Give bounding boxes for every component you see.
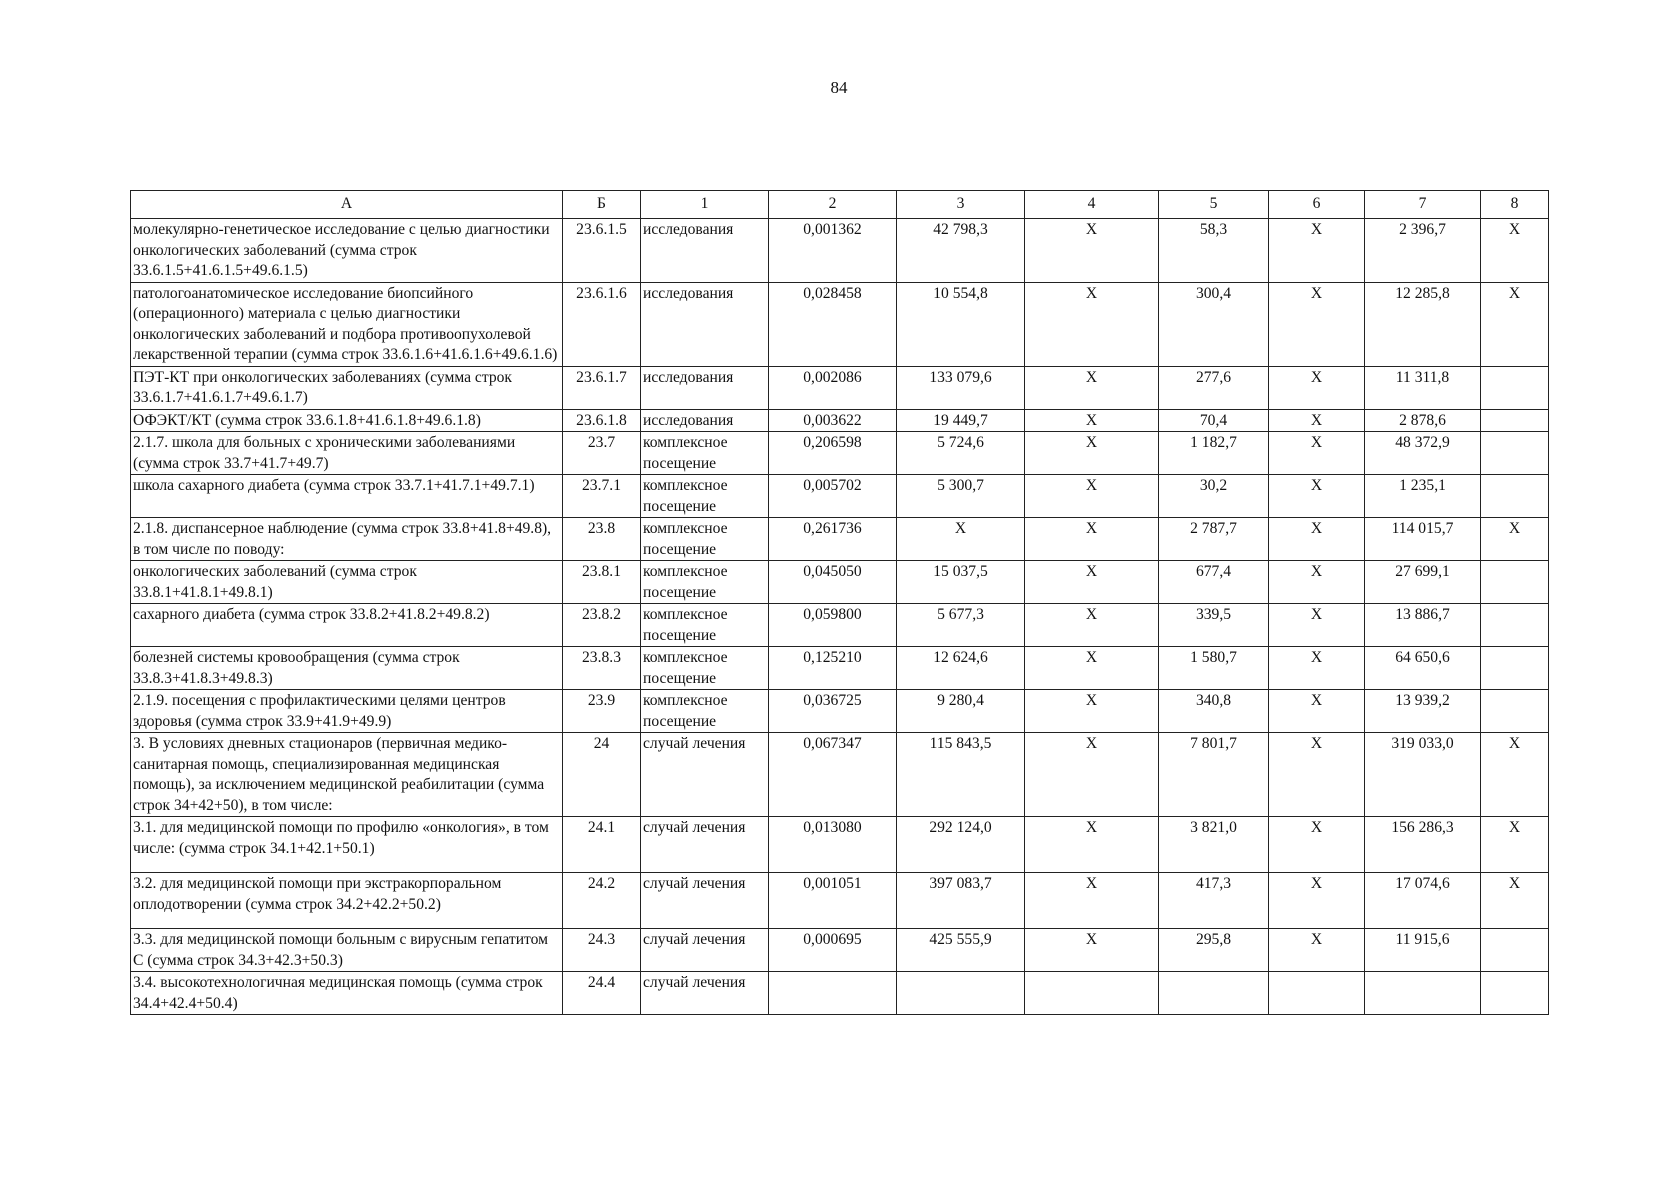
cell-col-6: Х: [1269, 733, 1365, 817]
cell-col-2: 0,013080: [769, 817, 897, 873]
cell-unit: исследования: [641, 219, 769, 283]
cell-col-3: [897, 972, 1025, 1015]
cell-col-2: 0,003622: [769, 409, 897, 432]
cell-col-3: 19 449,7: [897, 409, 1025, 432]
cell-row-code: 23.8: [563, 518, 641, 561]
cell-col-5: 1 182,7: [1159, 432, 1269, 475]
table-row: [131, 873, 1549, 929]
cell-col-6: Х: [1269, 929, 1365, 972]
cell-description: 2.1.8. диспансерное наблюдение (сумма строк 33.8+41.8+49.8), в том числе по поводу:: [131, 518, 563, 561]
cell-col-7: 1 235,1: [1365, 475, 1481, 518]
cell-col-7: 11 311,8: [1365, 366, 1481, 409]
cell-col-3: 12 624,6: [897, 647, 1025, 690]
cell-col-8: [1481, 604, 1549, 647]
cell-col-3: 9 280,4: [897, 690, 1025, 733]
cell-col-4: Х: [1025, 733, 1159, 817]
cell-col-4: Х: [1025, 647, 1159, 690]
cell-col-2: 0,059800: [769, 604, 897, 647]
cell-description: 3. В условиях дневных стационаров (первичная медико-санитарная помощь, специализированная медицинская помощь), за исключением медицинской реабилитации (сумма строк 34+42+50), в том числе:: [131, 733, 563, 817]
cell-col-6: Х: [1269, 366, 1365, 409]
cell-col-8: [1481, 972, 1549, 1015]
cell-col-3: 425 555,9: [897, 929, 1025, 972]
col-header-4: 4: [1025, 191, 1159, 219]
cell-col-5: 30,2: [1159, 475, 1269, 518]
cell-col-4: Х: [1025, 409, 1159, 432]
cell-col-4: Х: [1025, 604, 1159, 647]
cell-row-code: 23.8.1: [563, 561, 641, 604]
cell-col-7: 27 699,1: [1365, 561, 1481, 604]
cell-col-2: 0,206598: [769, 432, 897, 475]
cell-description: патологоанатомическое исследование биопсийного (операционного) материала с целью диагностики онкологических заболеваний и подбора противоопухолевой лекарственной терапии (сумма строк 33.6.1.6+41.6.1.6+49.6.1.6): [131, 282, 563, 366]
cell-unit: комплексное посещение: [641, 690, 769, 733]
cell-col-8: [1481, 929, 1549, 972]
table-body: [131, 219, 1549, 1015]
cell-col-3: 15 037,5: [897, 561, 1025, 604]
cell-col-5: 339,5: [1159, 604, 1269, 647]
cell-unit: комплексное посещение: [641, 518, 769, 561]
cell-row-code: 23.8.2: [563, 604, 641, 647]
cell-col-7: 156 286,3: [1365, 817, 1481, 873]
cell-col-2: 0,001362: [769, 219, 897, 283]
cell-col-6: Х: [1269, 647, 1365, 690]
table-row: [131, 817, 1549, 873]
cell-col-7: [1365, 972, 1481, 1015]
cell-col-7: 2 878,6: [1365, 409, 1481, 432]
cell-col-6: Х: [1269, 561, 1365, 604]
cell-col-2: 0,002086: [769, 366, 897, 409]
cell-col-5: 677,4: [1159, 561, 1269, 604]
cell-col-3: 397 083,7: [897, 873, 1025, 929]
cell-col-6: Х: [1269, 604, 1365, 647]
cell-col-7: 2 396,7: [1365, 219, 1481, 283]
cell-description: сахарного диабета (сумма строк 33.8.2+41.8.2+49.8.2): [131, 604, 563, 647]
table-row: [131, 432, 1549, 475]
header-row: [131, 191, 1549, 219]
cell-description: онкологических заболеваний (сумма строк 33.8.1+41.8.1+49.8.1): [131, 561, 563, 604]
table-row: [131, 972, 1549, 1015]
cell-col-5: 417,3: [1159, 873, 1269, 929]
col-header-b: Б: [563, 191, 641, 219]
cell-row-code: 23.6.1.7: [563, 366, 641, 409]
cell-row-code: 23.6.1.5: [563, 219, 641, 283]
cell-col-8: [1481, 561, 1549, 604]
cell-col-6: Х: [1269, 475, 1365, 518]
cell-col-3: 5 724,6: [897, 432, 1025, 475]
col-header-6: 6: [1269, 191, 1365, 219]
cell-unit: комплексное посещение: [641, 604, 769, 647]
cell-col-4: Х: [1025, 690, 1159, 733]
cell-col-8: [1481, 475, 1549, 518]
cell-col-3: 10 554,8: [897, 282, 1025, 366]
cell-unit: комплексное посещение: [641, 432, 769, 475]
data-table: [130, 190, 1549, 1015]
table-row: [131, 690, 1549, 733]
cell-col-8: Х: [1481, 873, 1549, 929]
cell-description: ПЭТ-КТ при онкологических заболеваниях (сумма строк 33.6.1.7+41.6.1.7+49.6.1.7): [131, 366, 563, 409]
cell-unit: исследования: [641, 282, 769, 366]
cell-col-7: 17 074,6: [1365, 873, 1481, 929]
table-row: [131, 282, 1549, 366]
cell-col-4: Х: [1025, 817, 1159, 873]
cell-description: молекулярно-генетическое исследование с целью диагностики онкологических заболеваний (сумма строк 33.6.1.5+41.6.1.5+49.6.1.5): [131, 219, 563, 283]
cell-col-6: Х: [1269, 409, 1365, 432]
cell-col-8: [1481, 647, 1549, 690]
cell-col-3: 5 300,7: [897, 475, 1025, 518]
col-header-3: 3: [897, 191, 1025, 219]
cell-row-code: 23.6.1.8: [563, 409, 641, 432]
cell-col-4: [1025, 972, 1159, 1015]
table-row: [131, 409, 1549, 432]
cell-row-code: 23.7.1: [563, 475, 641, 518]
table-row: [131, 475, 1549, 518]
cell-col-3: 133 079,6: [897, 366, 1025, 409]
cell-col-5: [1159, 972, 1269, 1015]
cell-col-3: 5 677,3: [897, 604, 1025, 647]
cell-col-5: 340,8: [1159, 690, 1269, 733]
cell-col-7: 64 650,6: [1365, 647, 1481, 690]
cell-description: 3.3. для медицинской помощи больным с вирусным гепатитом С (сумма строк 34.3+42.3+50.3): [131, 929, 563, 972]
table-row: [131, 219, 1549, 283]
cell-unit: комплексное посещение: [641, 647, 769, 690]
col-header-5: 5: [1159, 191, 1269, 219]
col-header-8: 8: [1481, 191, 1549, 219]
cell-col-3: 292 124,0: [897, 817, 1025, 873]
cell-col-4: Х: [1025, 432, 1159, 475]
cell-description: 3.1. для медицинской помощи по профилю «онкология», в том числе: (сумма строк 34.1+42.1+50.1): [131, 817, 563, 873]
cell-col-5: 2 787,7: [1159, 518, 1269, 561]
cell-row-code: 23.6.1.6: [563, 282, 641, 366]
cell-col-4: Х: [1025, 282, 1159, 366]
cell-row-code: 23.7: [563, 432, 641, 475]
cell-col-8: [1481, 432, 1549, 475]
cell-col-4: Х: [1025, 219, 1159, 283]
cell-col-5: 3 821,0: [1159, 817, 1269, 873]
cell-col-6: Х: [1269, 219, 1365, 283]
cell-col-6: Х: [1269, 432, 1365, 475]
cell-description: 3.4. высокотехнологичная медицинская помощь (сумма строк 34.4+42.4+50.4): [131, 972, 563, 1015]
cell-col-4: Х: [1025, 475, 1159, 518]
cell-col-2: 0,005702: [769, 475, 897, 518]
cell-col-6: Х: [1269, 873, 1365, 929]
cell-row-code: 24.1: [563, 817, 641, 873]
table-row: [131, 604, 1549, 647]
cell-row-code: 24.3: [563, 929, 641, 972]
cell-col-6: [1269, 972, 1365, 1015]
cell-unit: комплексное посещение: [641, 475, 769, 518]
cell-description: 3.2. для медицинской помощи при экстракорпоральном оплодотворении (сумма строк 34.2+42.2+50.2): [131, 873, 563, 929]
cell-col-5: 300,4: [1159, 282, 1269, 366]
page-number: 84: [830, 78, 848, 97]
cell-col-5: 295,8: [1159, 929, 1269, 972]
table-row: [131, 518, 1549, 561]
cell-col-5: 70,4: [1159, 409, 1269, 432]
cell-row-code: 24: [563, 733, 641, 817]
cell-col-8: Х: [1481, 282, 1549, 366]
cell-col-7: 12 285,8: [1365, 282, 1481, 366]
cell-col-2: 0,067347: [769, 733, 897, 817]
cell-description: болезней системы кровообращения (сумма строк 33.8.3+41.8.3+49.8.3): [131, 647, 563, 690]
table-row: [131, 733, 1549, 817]
cell-col-2: [769, 972, 897, 1015]
cell-col-3: 42 798,3: [897, 219, 1025, 283]
cell-unit: исследования: [641, 366, 769, 409]
cell-col-8: [1481, 690, 1549, 733]
cell-col-4: Х: [1025, 518, 1159, 561]
cell-col-3: 115 843,5: [897, 733, 1025, 817]
cell-unit: случай лечения: [641, 972, 769, 1015]
cell-row-code: 24.4: [563, 972, 641, 1015]
cell-col-5: 7 801,7: [1159, 733, 1269, 817]
cell-col-8: Х: [1481, 817, 1549, 873]
col-header-1: 1: [641, 191, 769, 219]
cell-col-2: 0,125210: [769, 647, 897, 690]
cell-description: ОФЭКТ/КТ (сумма строк 33.6.1.8+41.6.1.8+49.6.1.8): [131, 409, 563, 432]
cell-col-2: 0,036725: [769, 690, 897, 733]
table-row: [131, 561, 1549, 604]
col-header-7: 7: [1365, 191, 1481, 219]
cell-description: школа сахарного диабета (сумма строк 33.7.1+41.7.1+49.7.1): [131, 475, 563, 518]
cell-col-7: 13 886,7: [1365, 604, 1481, 647]
table-row: [131, 366, 1549, 409]
cell-col-7: 13 939,2: [1365, 690, 1481, 733]
cell-unit: случай лечения: [641, 733, 769, 817]
table-row: [131, 929, 1549, 972]
cell-col-4: Х: [1025, 873, 1159, 929]
cell-col-4: Х: [1025, 561, 1159, 604]
cell-unit: случай лечения: [641, 873, 769, 929]
cell-col-5: 58,3: [1159, 219, 1269, 283]
cell-col-2: 0,001051: [769, 873, 897, 929]
cell-col-2: 0,028458: [769, 282, 897, 366]
cell-col-6: Х: [1269, 282, 1365, 366]
cell-row-code: 23.8.3: [563, 647, 641, 690]
cell-col-8: [1481, 409, 1549, 432]
cell-col-8: Х: [1481, 733, 1549, 817]
col-header-a: А: [131, 191, 563, 219]
col-header-2: 2: [769, 191, 897, 219]
cell-col-2: 0,045050: [769, 561, 897, 604]
cell-col-3: Х: [897, 518, 1025, 561]
cell-row-code: 23.9: [563, 690, 641, 733]
cell-col-2: 0,000695: [769, 929, 897, 972]
cell-col-4: Х: [1025, 929, 1159, 972]
cell-unit: случай лечения: [641, 929, 769, 972]
cell-col-7: 48 372,9: [1365, 432, 1481, 475]
cell-col-8: Х: [1481, 219, 1549, 283]
cell-col-4: Х: [1025, 366, 1159, 409]
cell-unit: комплексное посещение: [641, 561, 769, 604]
cell-col-7: 114 015,7: [1365, 518, 1481, 561]
cell-col-7: 319 033,0: [1365, 733, 1481, 817]
cell-col-8: [1481, 366, 1549, 409]
table-row: [131, 647, 1549, 690]
cell-col-6: Х: [1269, 518, 1365, 561]
cell-unit: случай лечения: [641, 817, 769, 873]
cell-unit: исследования: [641, 409, 769, 432]
cell-row-code: 24.2: [563, 873, 641, 929]
cell-description: 2.1.7. школа для больных с хроническими заболеваниями (сумма строк 33.7+41.7+49.7): [131, 432, 563, 475]
cell-col-7: 11 915,6: [1365, 929, 1481, 972]
cell-col-5: 277,6: [1159, 366, 1269, 409]
cell-col-5: 1 580,7: [1159, 647, 1269, 690]
cell-col-6: Х: [1269, 690, 1365, 733]
cell-col-6: Х: [1269, 817, 1365, 873]
cell-description: 2.1.9. посещения с профилактическими целями центров здоровья (сумма строк 33.9+41.9+49.9): [131, 690, 563, 733]
cell-col-2: 0,261736: [769, 518, 897, 561]
cell-col-8: Х: [1481, 518, 1549, 561]
